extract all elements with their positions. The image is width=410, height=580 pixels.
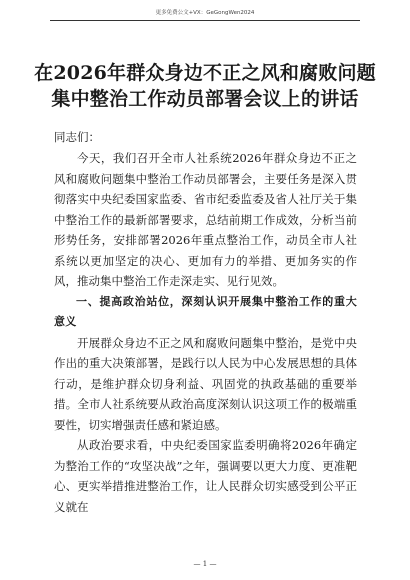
page-number: — 1 — (193, 560, 217, 568)
paragraph-significance: 开展群众身边不正之风和腐败问题集中整治，是党中央作出的重大决策部署，是践行以人民为中心发展思想的具体行动，是维护群众切身利益、巩固党的执政基础的重要举措。全市人社系统要从政治高度深刻认识这项工作的极端重要性，切实增强责任感和紧迫感。 (54, 335, 357, 432)
title-line-2: 集中整治工作动员部署会议上的讲话 (51, 88, 359, 110)
section-heading-1: 一、提高政治站位，深刻认识开展集中整治工作的重大意义 (54, 294, 357, 328)
paragraph-intro: 今天，我们召开全市人社系统2026年群众身边不正之风和腐败问题集中整治工作动员部署会，主要任务是深入贯彻落实中央纪委国家监委、省市纪委监委及省人社厅关于集中整治工作的最新部署要求，总结前期工作成效，分析当前形势任务，安排部署2026年重点整治工作，动员全市人社系统以更加坚定的决心、更加有力的举措、更加务实的作风，推动集中整治工作走深走实、见行见效。 (54, 151, 357, 288)
document-title (0, 60, 410, 112)
title-line-1: 在2026年群众身边不正之风和腐败问题 (34, 62, 376, 84)
header-divider (50, 20, 360, 21)
salutation: 同志们： (54, 130, 100, 144)
document-header: 更多免费公文+VX：GeGongWen2024 (155, 10, 255, 16)
document-body (54, 148, 357, 517)
paragraph-political-requirement: 从政治要求看，中央纪委国家监委明确将2026年确定为整治工作的“攻坚决战”之年，强调要以更大力度、更准靶心、更实举措推进整治工作，让人民群众切实感受到公平正义就在 (54, 438, 357, 514)
